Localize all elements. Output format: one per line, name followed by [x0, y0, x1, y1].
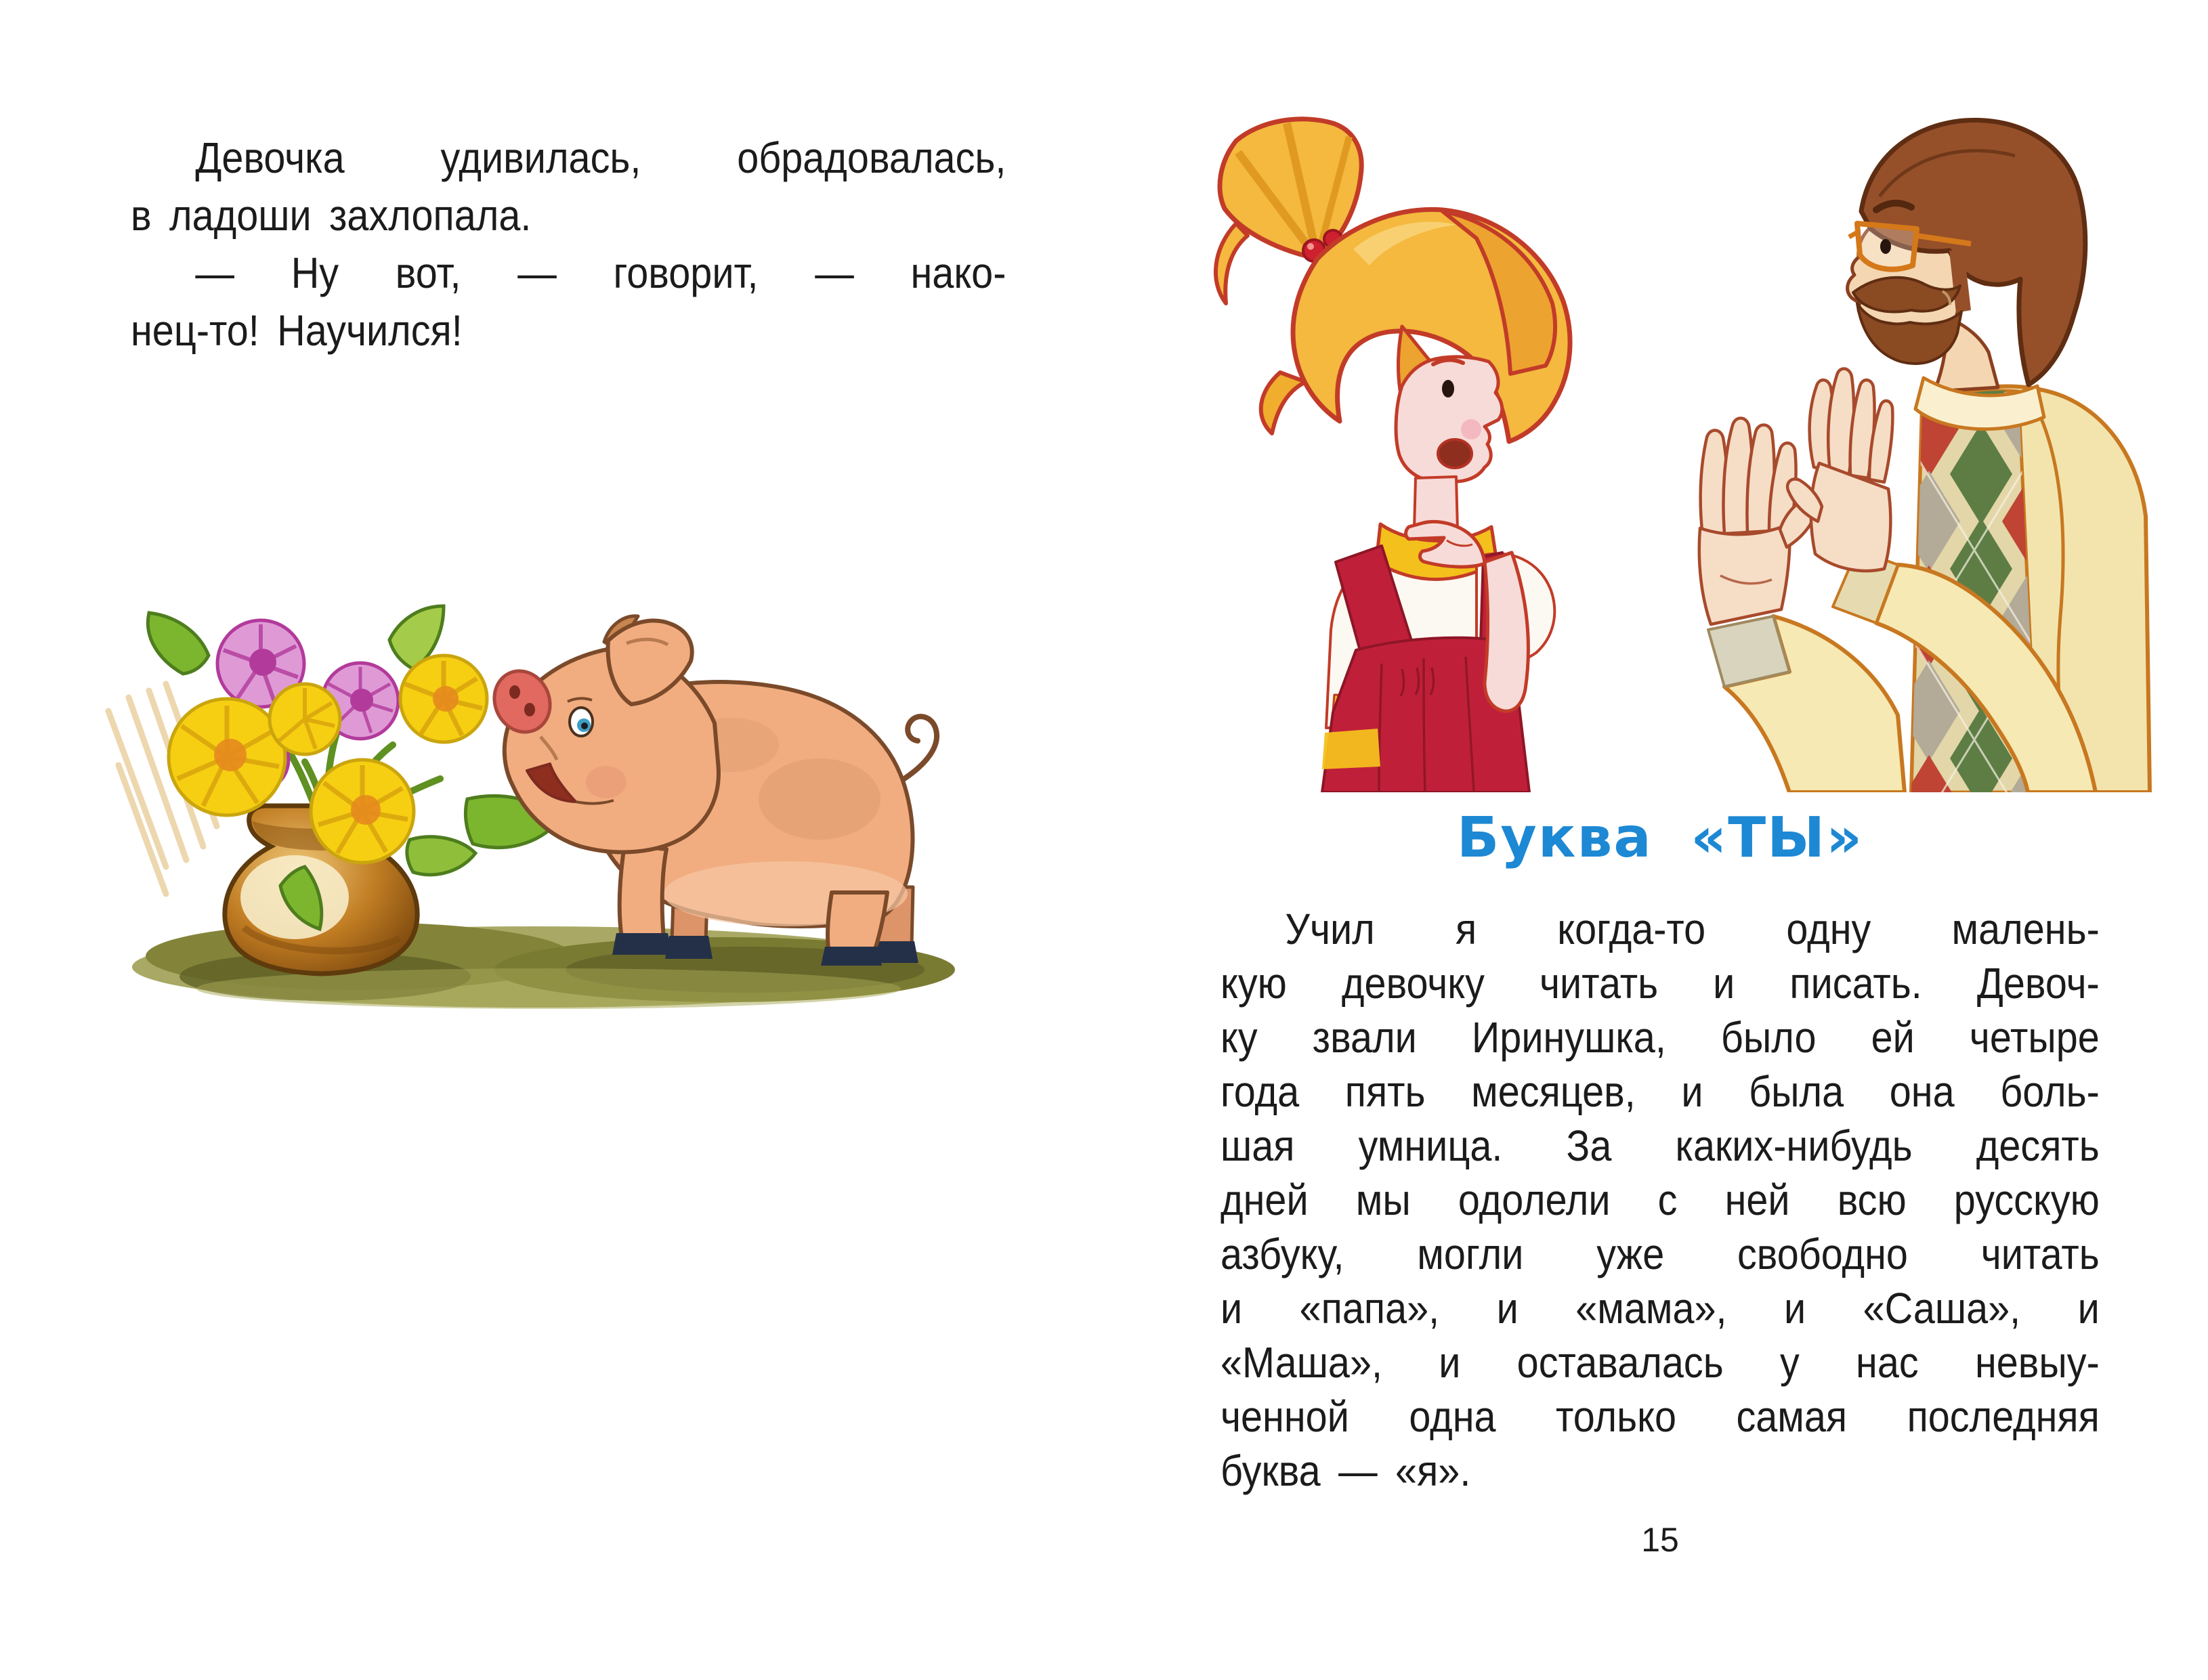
text-line: кую девочку читать и писать. Девоч-: [1220, 959, 2100, 1008]
man: [1699, 120, 2150, 792]
text-line: ченной одна только самая последняя: [1220, 1392, 2100, 1441]
text-line: Учил я когда-то одну малень-: [1285, 905, 2100, 953]
page-number: 15: [1641, 1521, 1679, 1559]
text-line: нец-то! Научился!: [131, 306, 463, 355]
piglet: [485, 616, 937, 966]
text-line: шая умница. За каких-нибудь десять: [1220, 1121, 2100, 1170]
raised-hand-right: [1787, 368, 1892, 571]
text-line: в ладоши захлопала.: [131, 191, 532, 240]
piglet-and-flowers-illustration: [102, 576, 982, 1016]
right-paragraph: [1220, 902, 2100, 1498]
raised-hand-left: [1699, 418, 1817, 625]
text-line: азбуку, могли уже свободно читать: [1220, 1230, 2100, 1278]
girl: [1216, 119, 1570, 792]
text-line: года пять месяцев, и была она боль-: [1220, 1067, 2100, 1116]
text-line: и «папа», и «мама», и «Саша», и: [1220, 1284, 2100, 1333]
text-line: буква — «я».: [1220, 1446, 1471, 1495]
text-line: «Маша», и оставалась у нас невыу-: [1220, 1338, 2100, 1387]
text-line: ку звали Иринушка, было ей четыре: [1220, 1013, 2100, 1062]
text-line: дней мы одолели с ней всю русскую: [1220, 1176, 2100, 1224]
girl-and-teacher-illustration: [1179, 88, 2167, 792]
left-paragraph: [131, 129, 1006, 360]
text-line: — Ну вот, — говорит, — нако-: [195, 249, 1006, 297]
text-line: Девочка удивилась, обрадовалась,: [195, 133, 1006, 182]
story-title: Буква «ТЫ»: [1456, 806, 1864, 870]
